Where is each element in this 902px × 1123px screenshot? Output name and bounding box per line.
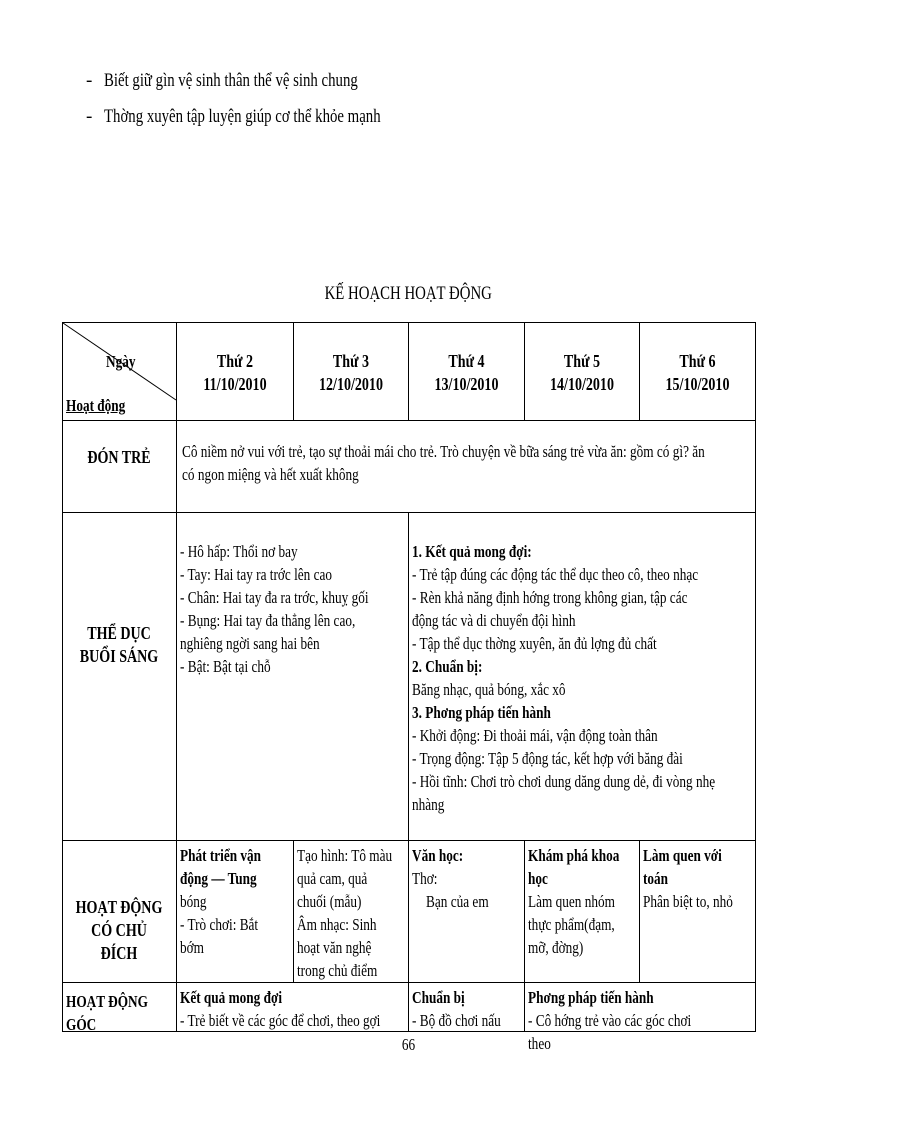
- header-day-4: Thứ 5 14/10/2010: [550, 351, 614, 394]
- header-day-2: Thứ 3 12/10/2010: [319, 351, 383, 394]
- bullet-text: Biết giữ gìn vệ sinh thân thể vệ sinh chung: [104, 70, 358, 91]
- row-label-hoat-dong-cd: HOẠT ĐỘNG CÓ CHỦ ĐÍCH: [75, 897, 163, 963]
- page-number: 66: [401, 1035, 415, 1054]
- bullet-dash: -: [86, 70, 93, 91]
- header-day-1: Thứ 2 11/10/2010: [203, 351, 267, 394]
- cd-wednesday: Văn học: Thơ: Bạn của em: [412, 846, 489, 911]
- corner-label-activity: Hoạt động: [66, 396, 126, 415]
- goc-preparation: Chuẩn bị - Bộ đồ chơi nấu: [412, 988, 501, 1030]
- goc-expected-results: Kết quả mong đợi - Trẻ biết về các góc để chơi, theo gợi: [180, 988, 381, 1030]
- corner-label-day: Ngày: [106, 352, 136, 371]
- cd-tuesday: Tạo hình: Tô màu quả cam, quả chuối (mẫu) Âm nhạc: Sinh hoạt văn nghệ trong chủ điểm: [297, 846, 393, 980]
- the-duc-exercises: - Hô hấp: Thổi nơ bay - Tay: Hai tay ra trớc lên cao - Chân: Hai tay đa ra trớc, khuỵ gối - Bụng: Hai tay đa thẳng lên cao, nghiêng ngời sang hai bên - Bật: Bật tại chỗ: [180, 542, 369, 676]
- the-duc-plan: 1. Kết quả mong đợi: - Trẻ tập đúng các động tác thể dục theo cô, theo nhạc - Rèn khả năng định hớng trong không gian, tập các động tác và di chuyển đội hình - Tập thể dục thờng xuyên, ăn đủ lợng đủ chất 2. Chuẩn bị: Băng nhạc, quả bóng, xắc xô 3. Phơng pháp tiến hành - Khởi động: Đi thoải mái, vận động toàn thân - Trọng động: Tập 5 động tác, kết hợp với băng đài - Hồi tĩnh: Chơi trò chơi dung dăng dung dẻ, đi vòng nhẹ nhàng: [412, 542, 716, 814]
- don-tre-content: Cô niềm nở vui với trẻ, tạo sự thoải mái cho trẻ. Trò chuyện về bữa sáng trẻ vừa ăn: gồm có gì? ăn có ngon miệng và hết xuất không: [182, 442, 705, 484]
- header-day-5: Thứ 6 15/10/2010: [665, 351, 730, 394]
- bullet-text: Thờng xuyên tập luyện giúp cơ thể khỏe mạnh: [104, 106, 381, 127]
- page-title: KẾ HOẠCH HOẠT ĐỘNG: [324, 283, 492, 304]
- cd-friday: Làm quen với toán Phân biệt to, nhỏ: [643, 846, 733, 911]
- row-label-hoat-dong-goc: HOẠT ĐỘNG GÓC: [66, 992, 148, 1034]
- row-label-the-duc: THỂ DỤC BUỔI SÁNG: [79, 623, 159, 666]
- cd-monday: Phát triển vận động — Tung bóng - Trò chơi: Bắt bớm: [180, 846, 262, 957]
- row-label-don-tre: ĐÓN TRẺ: [87, 447, 151, 467]
- cd-thursday: Khám phá khoa học Làm quen nhóm thực phẩm(đạm, mỡ, đờng): [528, 846, 620, 957]
- bullet-dash: -: [86, 106, 93, 127]
- header-day-3: Thứ 4 13/10/2010: [434, 351, 499, 394]
- goc-method: Phơng pháp tiến hành - Cô hớng trẻ vào các góc chơi theo: [528, 988, 692, 1053]
